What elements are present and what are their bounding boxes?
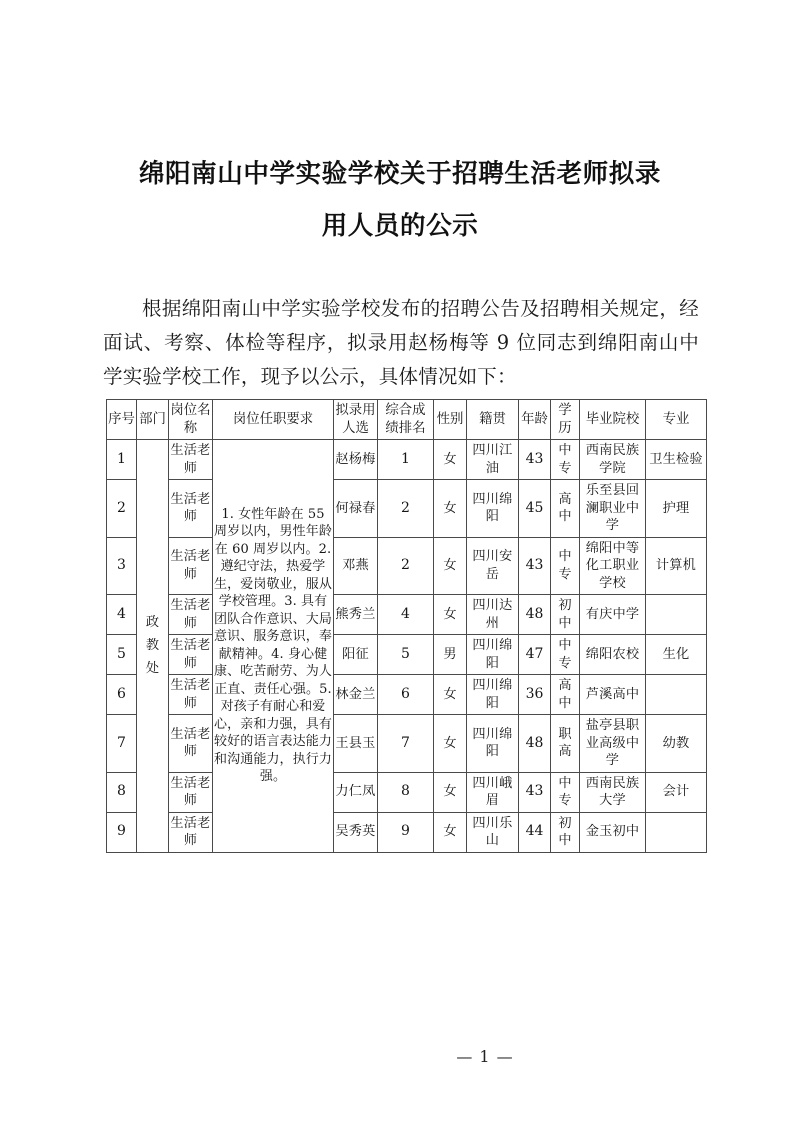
cell-seq: 2: [107, 480, 137, 538]
cell-candidate: 吴秀英: [334, 812, 378, 852]
cell-age: 43: [519, 440, 551, 480]
candidates-table-container: [106, 399, 706, 853]
column-header-seq: 序号: [107, 400, 137, 440]
page-title: [100, 148, 700, 252]
cell-major: 生化: [646, 635, 707, 675]
cell-age: 43: [519, 537, 551, 595]
cell-origin: 四川达州: [467, 595, 519, 635]
cell-seq: 3: [107, 537, 137, 595]
cell-origin: 四川峨眉: [467, 772, 519, 812]
cell-seq: 5: [107, 635, 137, 675]
cell-age: 44: [519, 812, 551, 852]
cell-education: 高中: [551, 675, 580, 715]
cell-post: 生活老师: [169, 715, 213, 773]
cell-post: 生活老师: [169, 440, 213, 480]
cell-age: 47: [519, 635, 551, 675]
cell-sex: 女: [434, 537, 467, 595]
column-header-school: 毕业院校: [580, 400, 646, 440]
page-number: — 1 —: [456, 1047, 514, 1066]
table-row: [107, 635, 707, 675]
cell-major: 会计: [646, 772, 707, 812]
cell-post: 生活老师: [169, 772, 213, 812]
column-header-education: 学历: [551, 400, 580, 440]
column-header-candidate: 拟录用人选: [334, 400, 378, 440]
cell-post: 生活老师: [169, 480, 213, 538]
cell-sex: 女: [434, 440, 467, 480]
cell-origin: 四川江油: [467, 440, 519, 480]
cell-seq: 6: [107, 675, 137, 715]
cell-school: 金玉初中: [580, 812, 646, 852]
cell-age: 43: [519, 772, 551, 812]
cell-seq: 8: [107, 772, 137, 812]
cell-major: [646, 812, 707, 852]
table-header: [107, 400, 707, 440]
cell-post: 生活老师: [169, 595, 213, 635]
cell-post: 生活老师: [169, 812, 213, 852]
table-row: [107, 812, 707, 852]
cell-origin: 四川绵阳: [467, 675, 519, 715]
cell-origin: 四川安岳: [467, 537, 519, 595]
cell-rank: 2: [378, 480, 434, 538]
column-header-major: 专业: [646, 400, 707, 440]
column-header-post: 岗位名称: [169, 400, 213, 440]
cell-rank: 1: [378, 440, 434, 480]
cell-candidate: 林金兰: [334, 675, 378, 715]
cell-sex: 女: [434, 480, 467, 538]
cell-age: 45: [519, 480, 551, 538]
cell-origin: 四川绵阳: [467, 715, 519, 773]
cell-seq: 9: [107, 812, 137, 852]
cell-seq: 7: [107, 715, 137, 773]
cell-candidate: 何禄春: [334, 480, 378, 538]
candidates-table: [106, 399, 707, 853]
cell-education: 初中: [551, 812, 580, 852]
cell-major: 计算机: [646, 537, 707, 595]
cell-rank: 6: [378, 675, 434, 715]
cell-candidate: 力仁凤: [334, 772, 378, 812]
cell-major: [646, 675, 707, 715]
table-row: [107, 595, 707, 635]
table-header-row: [107, 400, 707, 440]
cell-sex: 女: [434, 715, 467, 773]
table-row: [107, 537, 707, 595]
cell-seq: 1: [107, 440, 137, 480]
column-header-dept: 部门: [137, 400, 169, 440]
cell-school: 有庆中学: [580, 595, 646, 635]
table-row: [107, 715, 707, 773]
cell-sex: 女: [434, 812, 467, 852]
cell-candidate: 王县玉: [334, 715, 378, 773]
cell-school: 西南民族学院: [580, 440, 646, 480]
cell-school: 绵阳农校: [580, 635, 646, 675]
cell-rank: 4: [378, 595, 434, 635]
cell-seq: 4: [107, 595, 137, 635]
table-row: [107, 480, 707, 538]
column-header-requirements: 岗位任职要求: [213, 400, 334, 440]
cell-school: 绵阳中等化工职业学校: [580, 537, 646, 595]
cell-requirements: 1. 女性年龄在 55 周岁以内，男性年龄在 60 周岁以内。2. 遵纪守法，热爱学生，爱岗敬业，服从学校管理。3. 具有团队合作意识、大局意识、服务意识，奉献精神。4. 身心健康、吃苦耐劳、为人正直、责任心强。5. 对孩子有耐心和爱心，亲和力强，具有较好的语言表达能力和沟通能力，执行力强。: [213, 440, 334, 853]
cell-school: 盐亭县职业高级中学: [580, 715, 646, 773]
cell-post: 生活老师: [169, 537, 213, 595]
cell-rank: 5: [378, 635, 434, 675]
table-row: [107, 440, 707, 480]
column-header-sex: 性别: [434, 400, 467, 440]
cell-rank: 9: [378, 812, 434, 852]
cell-major: 卫生检验: [646, 440, 707, 480]
cell-candidate: 邓燕: [334, 537, 378, 595]
cell-candidate: 熊秀兰: [334, 595, 378, 635]
column-header-origin: 籍贯: [467, 400, 519, 440]
cell-origin: 四川绵阳: [467, 480, 519, 538]
cell-rank: 2: [378, 537, 434, 595]
cell-education: 中专: [551, 537, 580, 595]
cell-candidate: 赵杨梅: [334, 440, 378, 480]
page-title-line-1: 绵阳南山中学实验学校关于招聘生活老师拟录: [138, 159, 661, 189]
column-header-rank: 综合成绩排名: [378, 400, 434, 440]
cell-sex: 男: [434, 635, 467, 675]
column-header-age: 年龄: [519, 400, 551, 440]
cell-sex: 女: [434, 675, 467, 715]
cell-education: 中专: [551, 440, 580, 480]
cell-education: 中专: [551, 635, 580, 675]
cell-education: 初中: [551, 595, 580, 635]
page-footer: [0, 1047, 800, 1066]
cell-post: 生活老师: [169, 675, 213, 715]
cell-origin: 四川乐山: [467, 812, 519, 852]
page-title-line-2: 用人员的公示: [321, 211, 479, 241]
table-row: [107, 675, 707, 715]
cell-candidate: 阳征: [334, 635, 378, 675]
cell-education: 高中: [551, 480, 580, 538]
cell-school: 芦溪高中: [580, 675, 646, 715]
cell-education: 职高: [551, 715, 580, 773]
cell-rank: 7: [378, 715, 434, 773]
intro-paragraph: 根据绵阳南山中学实验学校发布的招聘公告及招聘相关规定，经面试、考察、体检等程序，拟录用赵杨梅等 9 位同志到绵阳南山中学实验学校工作，现予以公示，具体情况如下：: [103, 296, 699, 388]
cell-education: 中专: [551, 772, 580, 812]
cell-sex: 女: [434, 595, 467, 635]
cell-sex: 女: [434, 772, 467, 812]
cell-age: 48: [519, 595, 551, 635]
table-body: [107, 440, 707, 853]
cell-age: 48: [519, 715, 551, 773]
cell-post: 生活老师: [169, 635, 213, 675]
cell-major: 护理: [646, 480, 707, 538]
cell-origin: 四川绵阳: [467, 635, 519, 675]
cell-department: [137, 440, 169, 853]
cell-major: [646, 595, 707, 635]
table-row: [107, 772, 707, 812]
cell-major: 幼教: [646, 715, 707, 773]
cell-school: 乐至县回澜职业中学: [580, 480, 646, 538]
department-label: 政教处: [145, 615, 160, 677]
cell-age: 36: [519, 675, 551, 715]
cell-school: 西南民族大学: [580, 772, 646, 812]
cell-rank: 8: [378, 772, 434, 812]
